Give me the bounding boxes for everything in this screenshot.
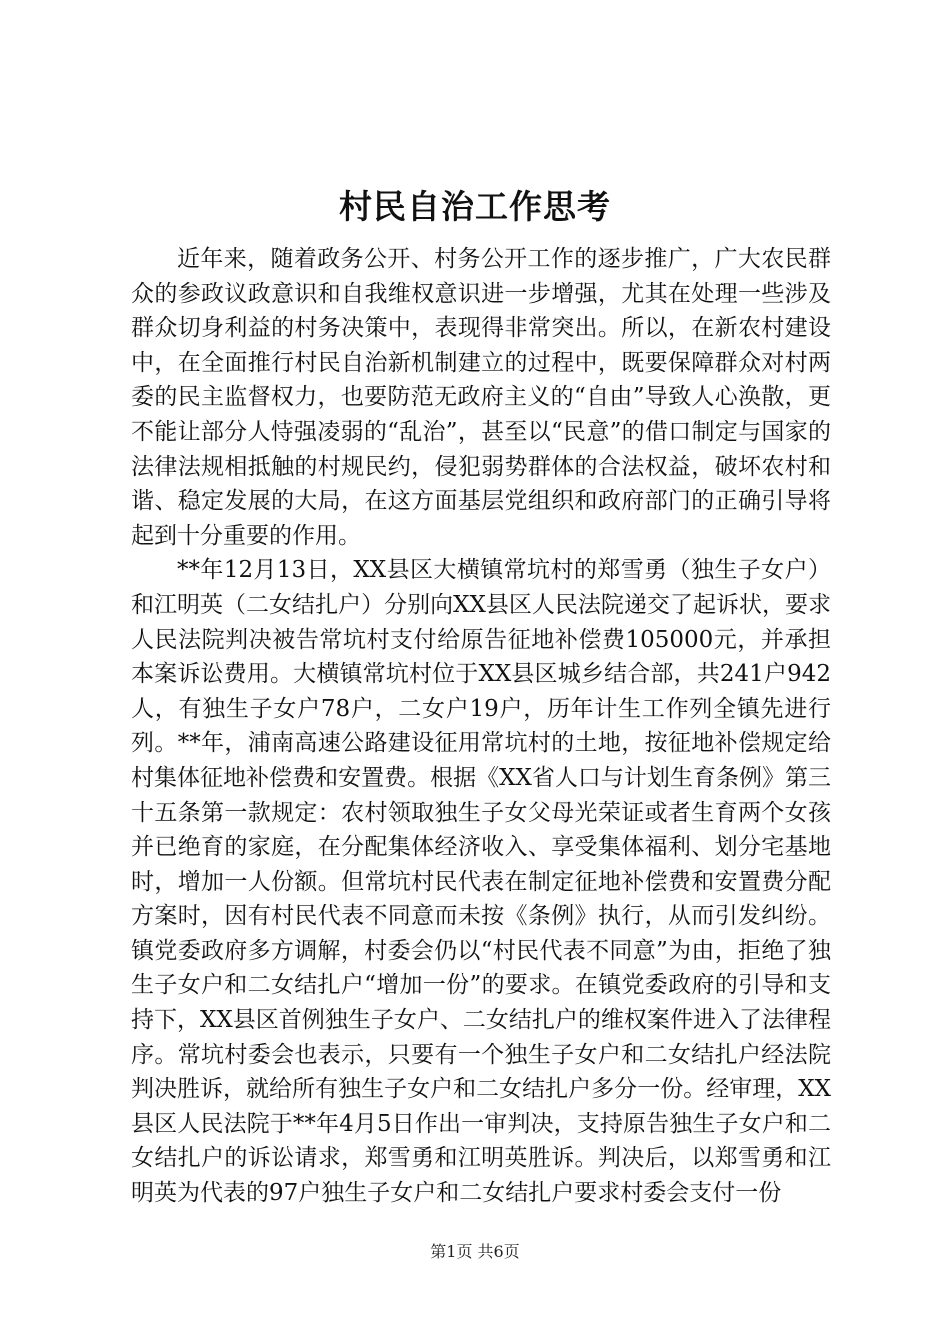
paragraph-intro: 近年来，随着政务公开、村务公开工作的逐步推广，广大农民群众的参政议政意识和自我维权意识进一步增强，尤其在处理一些涉及群众切身利益的村务决策中，表现得非常突出。所以，在新农村建设中，在全面推行村民自治新机制建立的过程中，既要保障群众对村两委的民主监督权力，也要防范无政府主义的“自由”导致人心涣散，更不能让部分人恃强凌弱的“乱治”，甚至以“民意”的借口制定与国家的法律法规相抵触的村规民约，侵犯弱势群体的合法权益，破坏农村和谐、稳定发展的大局，在这方面基层党组织和政府部门的正确引导将起到十分重要的作用。 <box>131 246 831 549</box>
paragraph-case: **年12月13日，XX县区大横镇常坑村的郑雪勇（独生子女户）和江明英（二女结扎户）分别向XX县区人民法院递交了起诉状，要求人民法院判决被告常坑村支付给原告征地补偿费105000元，并承担本案诉讼费用。大横镇常坑村位于XX县区城乡结合部，共241户942人，有独生子女户78户，二女户19户，历年计生工作列全镇先进行列。**年，浦南高速公路建设征用常坑村的土地，按征地补偿规定给村集体征地补偿费和安置费。根据《XX省人口与计划生育条例》第三十五条第一款规定：农村领取独生子女父母光荣证或者生育两个女孩并已绝育的家庭，在分配集体经济收入、享受集体福利、划分宅基地时，增加一人份额。但常坑村民代表在制定征地补偿费和安置费分配方案时，因有村民代表不同意而未按《条例》执行，从而引发纠纷。镇党委政府多方调解，村委会仍以“村民代表不同意”为由，拒绝了独生子女户和二女结扎户“增加一份”的要求。在镇党委政府的引导和支持下，XX县区首例独生子女户、二女结扎户的维权案件进入了法律程序。常坑村委会也表示，只要有一个独生子女户和二女结扎户经法院判决胜诉，就给所有独生子女户和二女结扎户多分一份。经审理，XX县区人民法院于**年4月5日作出一审判决，支持原告独生子女户和二女结扎户的诉讼请求，郑雪勇和江明英胜诉。判决后，以郑雪勇和江明英为代表的97户独生子女户和二女结扎户要求村委会支付一份 <box>131 557 831 1207</box>
document-body <box>131 242 831 1211</box>
document-title: 村民自治工作思考 <box>339 187 611 226</box>
page-number-footer: 第1页 共6页 <box>430 1242 520 1261</box>
